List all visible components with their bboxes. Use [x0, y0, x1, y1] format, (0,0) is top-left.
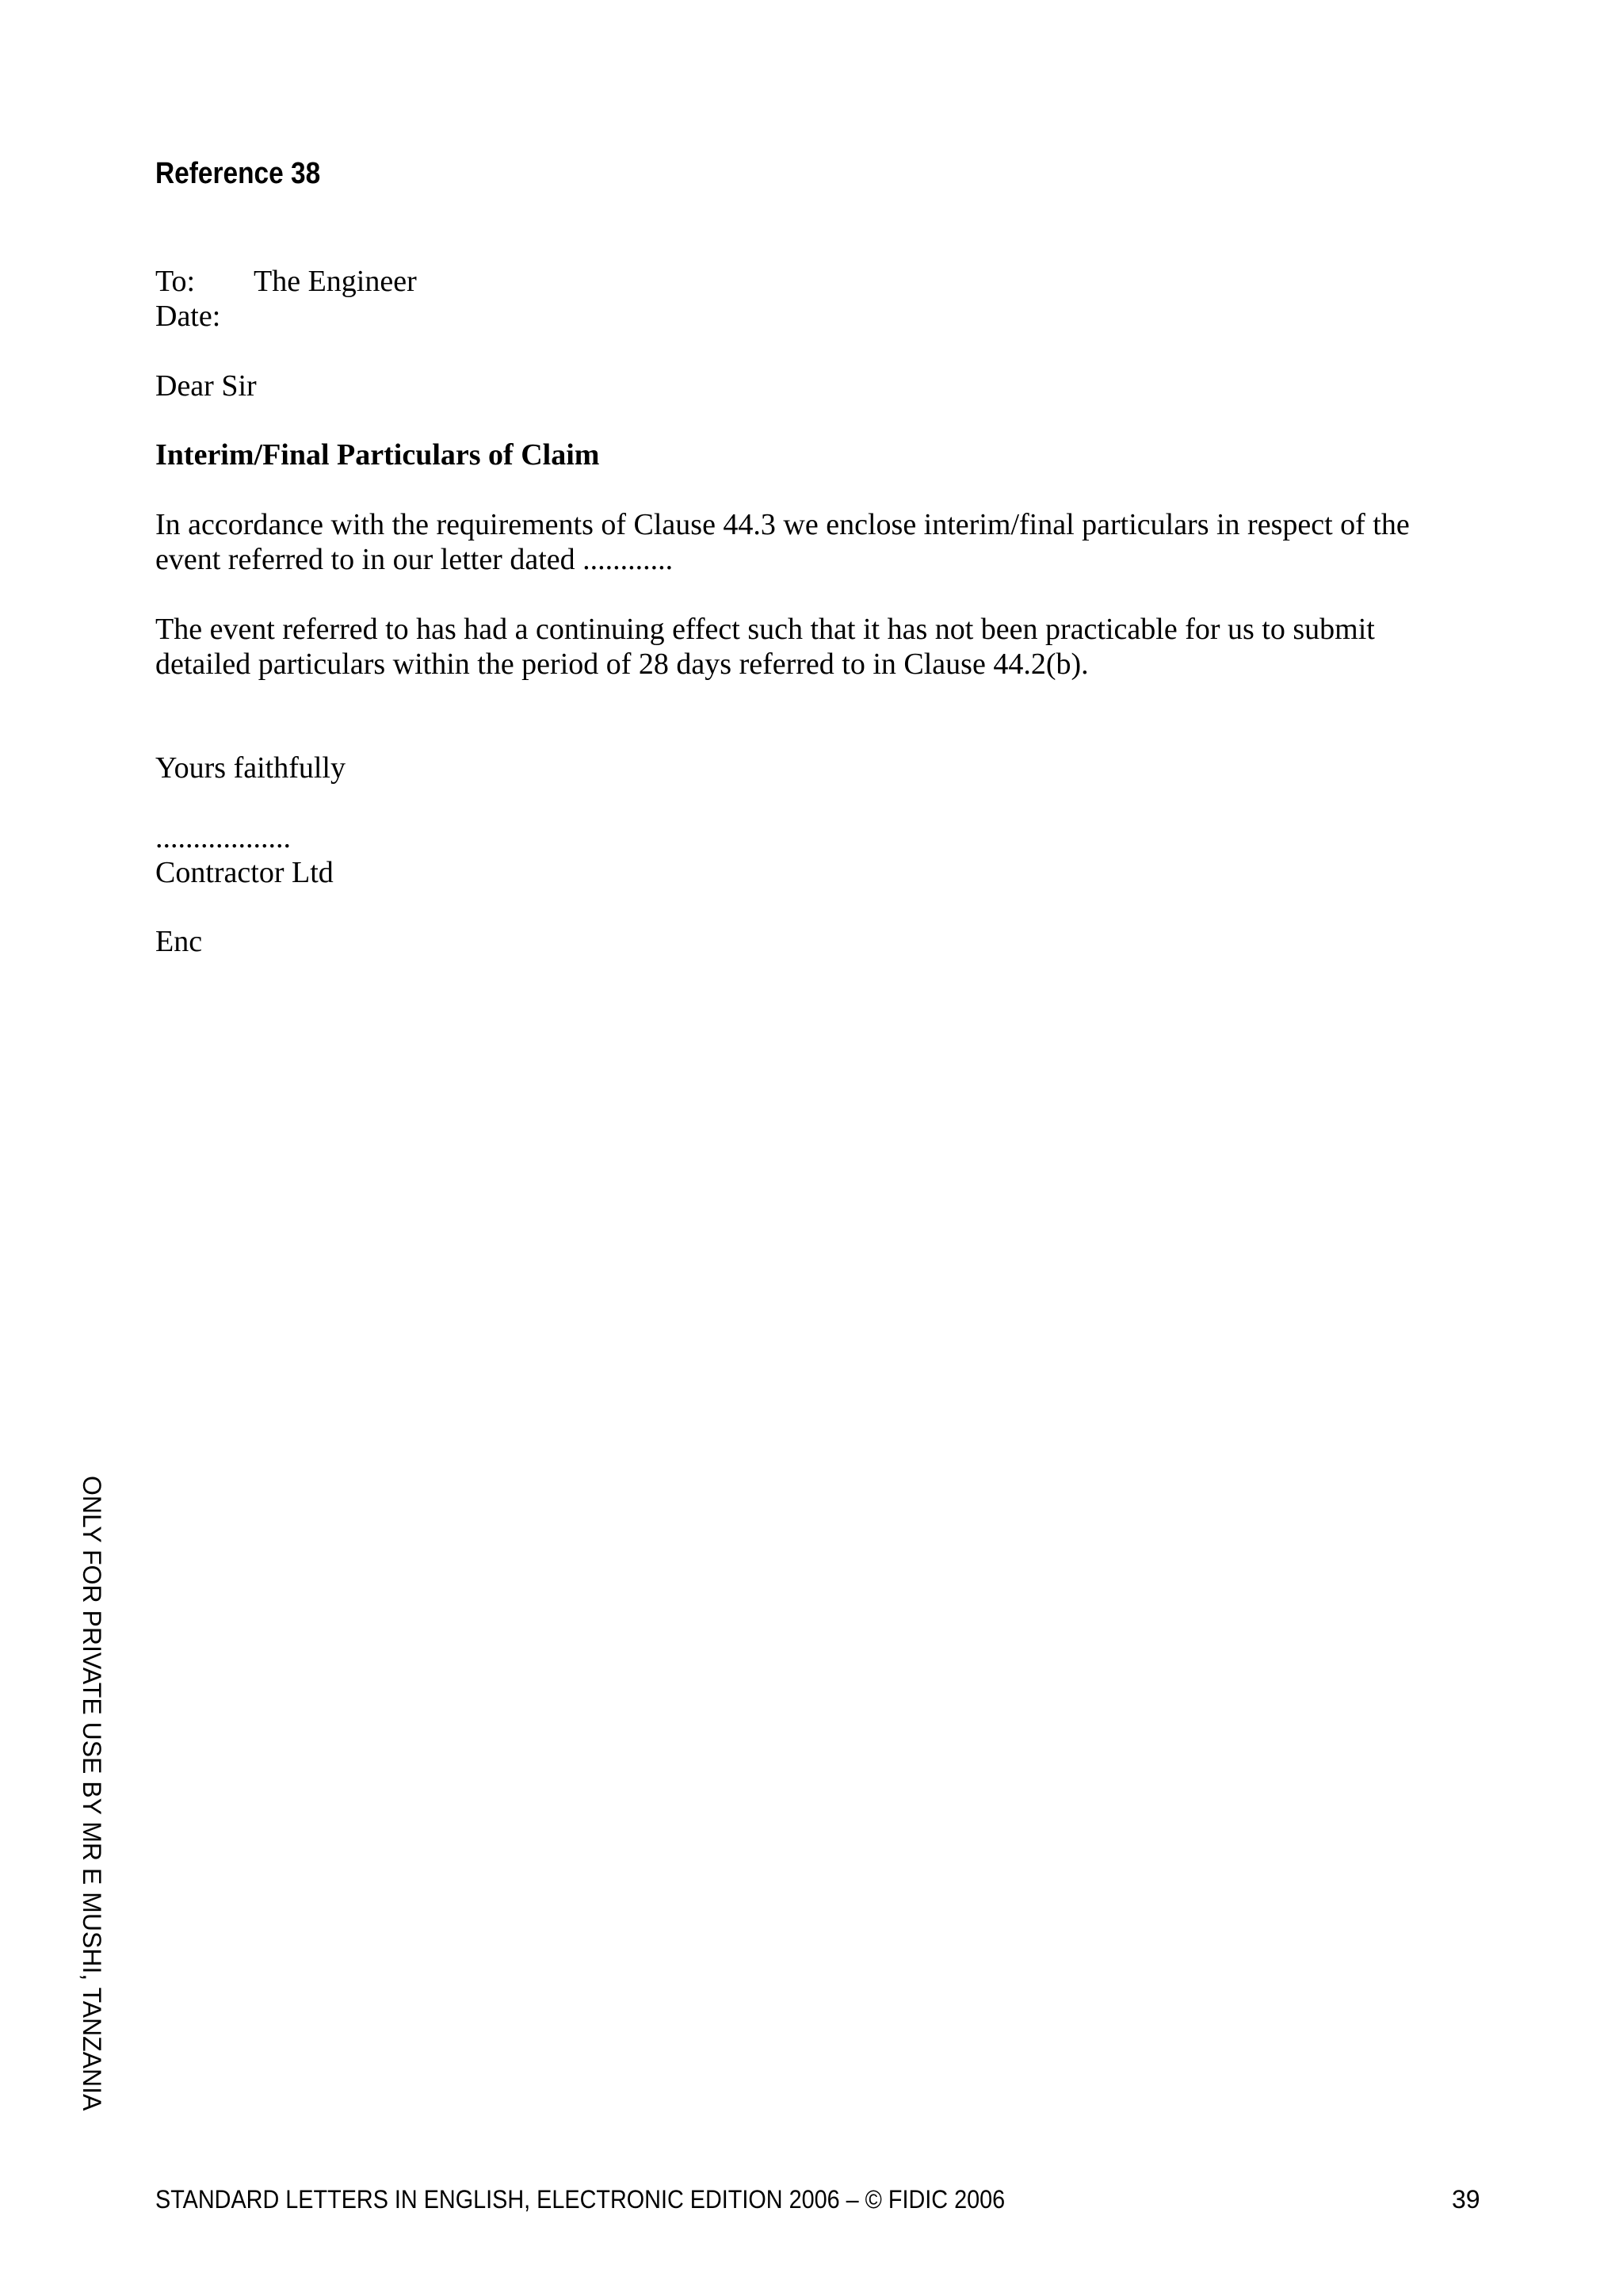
to-label: To: [155, 265, 196, 298]
private-use-watermark: ONLY FOR PRIVATE USE BY MR E MUSHI, TANZANIA [78, 1476, 106, 2111]
reference-heading: Reference 38 [155, 157, 321, 190]
body-paragraph-2: The event referred to has had a continuing effect such that it has not been practicable for us to submit detailed particulars within the period of 28 days referred to in Clause 44.2(b). [155, 613, 1375, 681]
subject-heading: Interim/Final Particulars of Claim [155, 438, 600, 472]
to-value: The Engineer [254, 265, 417, 298]
date-line [155, 299, 254, 334]
page-number: 39 [1452, 2185, 1480, 2214]
body-paragraph-1: In accordance with the requirements of Clause 44.3 we enclose interim/final particulars in respect of the event referred to in our letter dated ............ [155, 508, 1410, 576]
signatory: Contractor Ltd [155, 856, 334, 889]
closing: Yours faithfully [155, 751, 346, 785]
date-label: Date: [155, 300, 221, 333]
enclosure-note: Enc [155, 925, 203, 958]
salutation: Dear Sir [155, 369, 257, 403]
signature-line: .................. [155, 821, 291, 854]
recipient-line [155, 264, 417, 299]
footer-text: STANDARD LETTERS IN ENGLISH, ELECTRONIC EDITION 2006 – © FIDIC 2006 [155, 2185, 1006, 2214]
